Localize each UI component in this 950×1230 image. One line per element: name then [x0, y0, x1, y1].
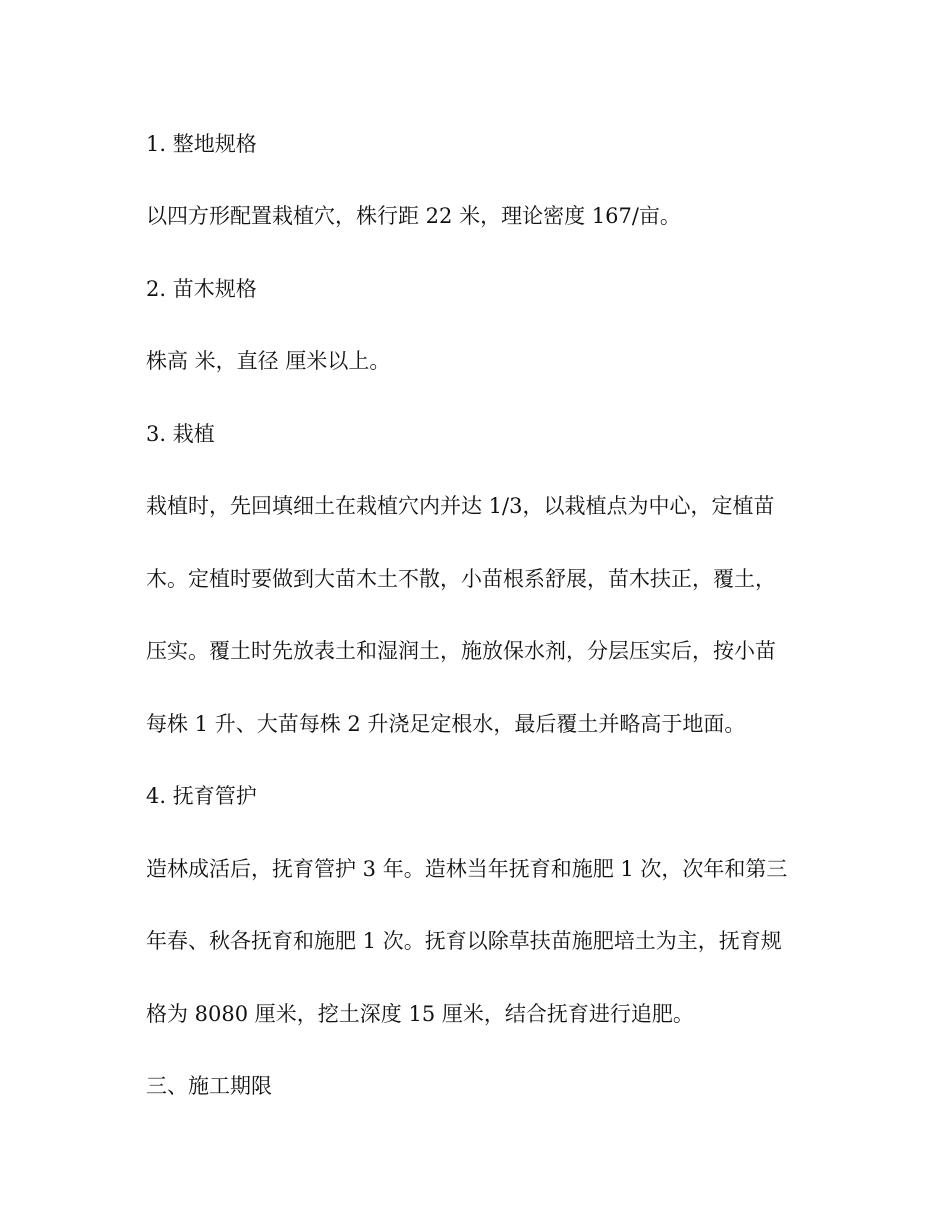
- section-3-line-2: 木。定植时要做到大苗木土不散，小苗根系舒展，苗木扶正，覆土，: [146, 567, 776, 591]
- section-4-line-3: 格为 8080 厘米，挖土深度 15 厘米，结合抚育进行追肥。: [146, 1002, 694, 1026]
- section-heading-1: 1. 整地规格: [146, 132, 257, 156]
- section-1-line-1: 以四方形配置栽植穴，株行距 22 米，理论密度 167/亩。: [146, 204, 681, 228]
- section-heading-2: 2. 苗木规格: [146, 277, 257, 301]
- section-3-line-3: 压实。覆土时先放表土和湿润土，施放保水剂，分层压实后，按小苗: [146, 639, 776, 663]
- section-heading-4: 4. 抚育管护: [146, 784, 257, 808]
- section-2-line-1: 株高 米，直径 厘米以上。: [146, 349, 391, 373]
- section-3-line-4: 每株 1 升、大苗每株 2 升浇足定根水，最后覆土并略高于地面。: [146, 712, 746, 736]
- section-heading-3: 3. 栽植: [146, 422, 215, 446]
- section-4-line-1: 造林成活后，抚育管护 3 年。造林当年抚育和施肥 1 次，次年和第三: [146, 857, 788, 881]
- section-3-line-1: 栽植时，先回填细土在栽植穴内并达 1/3，以栽植点为中心，定植苗: [146, 494, 775, 518]
- section-4-line-2: 年春、秋各抚育和施肥 1 次。抚育以除草扶苗施肥培土为主，抚育规: [146, 929, 782, 953]
- closing-heading: 三、施工期限: [146, 1074, 272, 1098]
